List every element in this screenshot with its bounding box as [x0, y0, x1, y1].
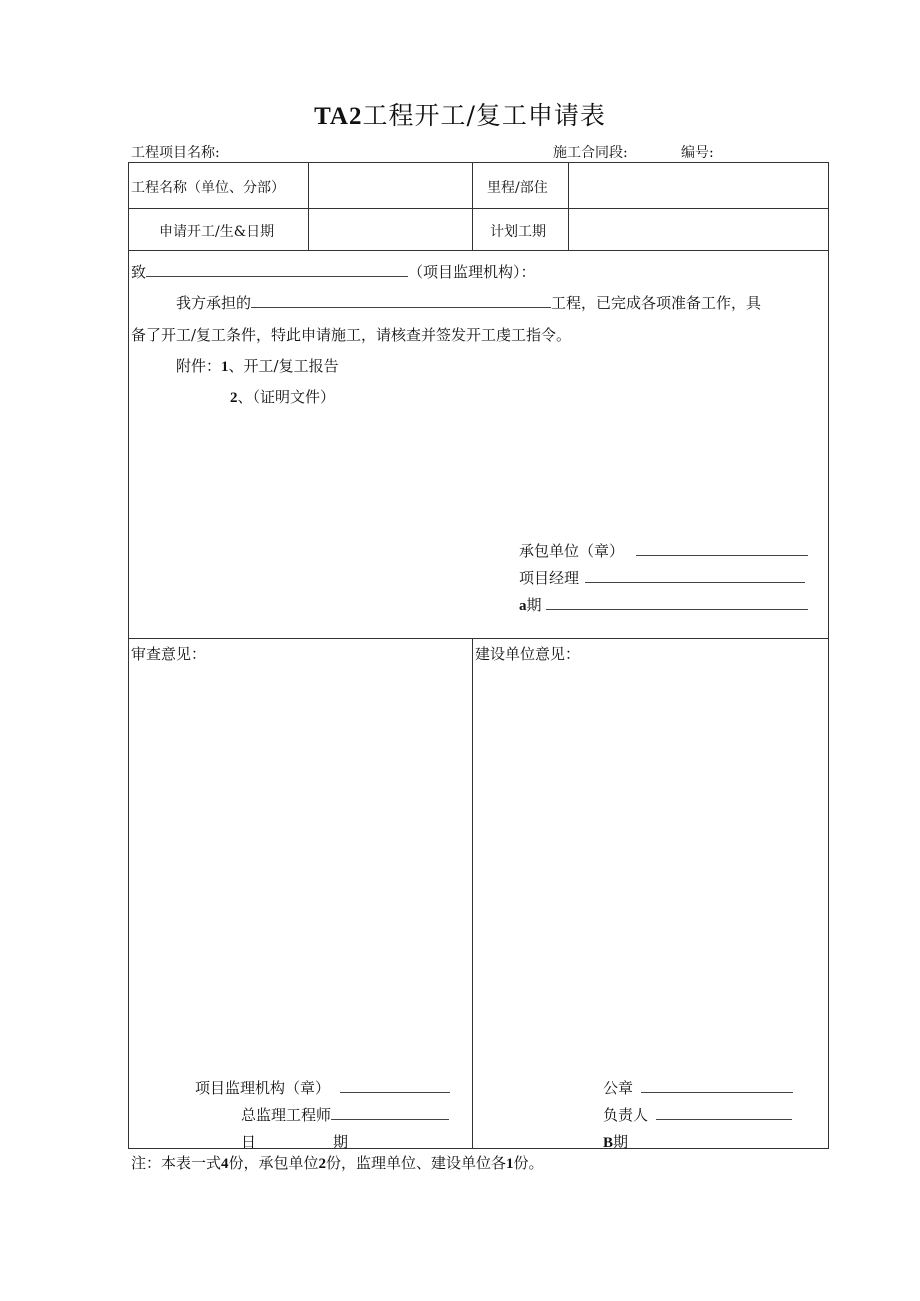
contractor-seal-line: 承包单位（章） [519, 540, 808, 561]
review-date-day-label: 日 [241, 1133, 257, 1151]
attachment-1: 附件：1、开工/复工报告 [176, 357, 339, 375]
owner-person-line: 负责人 [603, 1104, 792, 1125]
owner-opinion-label: 建设单位意见： [475, 645, 581, 663]
application-body-line1: 我方承担的 工程，已完成各项准备工作，具 [176, 294, 762, 312]
chief-engineer-line: 总监理工程师 [241, 1104, 449, 1125]
owner-date-line: B期 [603, 1133, 629, 1151]
supervisor-org-seal-line: 项目监理机构（章） [195, 1077, 450, 1098]
form-code: TA2 [314, 103, 363, 130]
form-title [0, 96, 920, 132]
application-date-line: a期 [519, 594, 808, 615]
mileage-label: 里程/部住 [487, 180, 548, 196]
number-label: 编号: [681, 145, 714, 161]
addressee-line: 致 （项目监理机构）： [131, 263, 536, 281]
start-date-label: 申请开工/生&日期 [159, 224, 275, 240]
project-manager-line: 项目经理 [519, 567, 805, 588]
form-title-text: 工程开工/复工申请表 [362, 101, 606, 130]
footer-note: 注：本表一式4份，承包单位2份，监理单位、建设单位各1份。 [131, 1154, 544, 1172]
project-name-label: 工程项目名称: [131, 145, 220, 161]
attachment-2: 2、（证明文件） [230, 388, 336, 406]
owner-seal-line: 公章 [603, 1077, 793, 1098]
project-work-name-label: 工程名称（单位、分部） [131, 180, 285, 196]
application-body-line2: 备了开工/复工条件，特此申请施工，请核查并签发开工虔工指令。 [131, 326, 572, 344]
planned-duration-label: 计划工期 [490, 224, 546, 240]
contract-section-label: 施工合同段: [553, 145, 628, 161]
review-date-period-label: 期 [333, 1133, 349, 1151]
review-opinion-label: 审查意见： [131, 645, 207, 663]
